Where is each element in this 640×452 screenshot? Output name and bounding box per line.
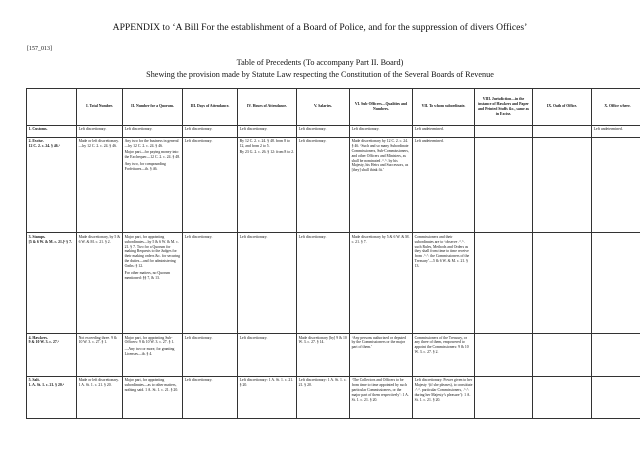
header-cell	[27, 89, 77, 126]
table-cell	[475, 233, 533, 334]
precedents-table	[26, 88, 640, 419]
cell-paragraph: Made discretionary by 5 & 6 W. & M. c. 21. § 7.	[351, 234, 410, 244]
header-cell: IV. Hours of Attendance.	[238, 89, 297, 126]
table-cell	[238, 125, 297, 137]
table-cell	[77, 334, 123, 377]
table-cell	[123, 376, 183, 418]
table-cell	[297, 233, 350, 334]
table-cell	[413, 125, 475, 137]
table-cell	[350, 137, 413, 233]
table-cell	[533, 125, 592, 137]
table-cell	[183, 125, 238, 137]
cell-paragraph: Left discretionary.	[239, 335, 268, 340]
cell-paragraph: 4. Hawkers. 9 & 10 W. 3. c. 27.³	[28, 335, 59, 345]
cell-paragraph: Left discretionary: 1 A. St. 1. c. 21. § 20.	[298, 378, 347, 388]
table-body	[27, 125, 640, 418]
table-cell	[183, 137, 238, 233]
page-title: APPENDIX to ‘A Bill For the establishment of a Board of Police, and for the suppression of divers Offices’	[112, 22, 528, 33]
cell-paragraph: By 12 C. 2. c. 24. § 48. from 8 to 12, and from 2 to 5.	[239, 138, 290, 148]
cell-paragraph: 1. Customs.	[28, 127, 48, 132]
table-cell	[350, 334, 413, 377]
table-cell	[350, 125, 413, 137]
header-cell: VIII. Jurisdiction—in the instance of Hawkers and Paper and Printed Stuffs &c., same as in Excise.	[475, 89, 533, 126]
cell-paragraph: Left discretionary.	[184, 335, 213, 340]
table-cell	[475, 334, 533, 377]
cell-paragraph: Made or left discretionary. 1 A. St. 1. c. 21. § 20.	[78, 378, 119, 388]
table-cell	[123, 137, 183, 233]
table-cell	[533, 376, 592, 418]
cell-paragraph: Commissioners and their subordinates are to ‘observe .^.^. such Rules, Methods and Orders as they shall from time to time receive from .^.^. the Commissioners of the Treasury’—5 & 6 W. & M. c. 21. § 13.	[414, 234, 470, 269]
cell-paragraph: 5. Salt. 1. A. St. 1. c. 21. § 20.⁴	[28, 378, 64, 388]
cell-paragraph: Made discretionary [by] 9 & 10 W. 3. c. 27. § 14.	[298, 335, 347, 345]
table-title: Table of Precedents (To accompany Part II. Board)	[236, 58, 404, 67]
cell-paragraph: Left discretionary.	[298, 138, 327, 143]
cell-paragraph: Not exceeding three. 9 & 10 W. 3. c. 27. § 1.	[78, 335, 117, 345]
table-cell	[413, 334, 475, 377]
cell-paragraph: Left discretionary.	[124, 127, 153, 132]
cell-paragraph: Major part, for appointing subordinates—by 5 & 6 W. & M. c. 21. § 7. Two for a Quorum for making Requests to the Judges for their making orders &c. for securing the duties—and for administering Oaths: § 12.	[124, 234, 181, 269]
table-cell	[592, 137, 640, 233]
cell-paragraph: Any two, for compounding Forfeitures—ib. § 46.	[124, 161, 166, 171]
row-heading-cell	[27, 376, 77, 418]
table-cell	[592, 334, 640, 377]
table-cell	[238, 233, 297, 334]
table-cell	[123, 125, 183, 137]
row-heading-cell	[27, 125, 77, 137]
cell-paragraph: Left discretionary. Power given to her Majesty ‘(if she pleases), to constitute .^.^. particular Commissioners, .^.^. during her Majesty’s pleasure’): 1 A. St. 1. c. 21. § 20.	[414, 378, 473, 402]
table-cell	[183, 376, 238, 418]
table-cell	[475, 125, 533, 137]
row-heading-cell	[27, 137, 77, 233]
cell-paragraph: Left discretionary.	[298, 127, 327, 132]
table-cell	[297, 334, 350, 377]
table-cell	[533, 334, 592, 377]
header-cell: VII. To whom subordinate.	[413, 89, 475, 126]
table-cell	[592, 376, 640, 418]
table-cell	[592, 125, 640, 137]
table-cell	[297, 376, 350, 418]
table-subtitle: Shewing the provision made by Statute Law respecting the Constitution of the Several Boards of Revenue	[146, 70, 494, 79]
table-cell	[592, 233, 640, 334]
cell-paragraph: Left undetermined.	[414, 138, 444, 143]
row-heading-cell	[27, 233, 77, 334]
cell-paragraph: Made discretionary by 12 C. 2. c. 24. § 46. ‘Such and so many Subordinate Commissioners, Sub-Commissioners, and other Officers and Ministers, as shall be nominated .^.^. by his Majesty, his Heirs and Successors, as [they] shall think fit.’	[351, 138, 409, 173]
table-cell	[475, 137, 533, 233]
header-cell: II. Number for a Quorum.	[123, 89, 183, 126]
table-cell	[183, 233, 238, 334]
table-cell	[413, 376, 475, 418]
table-cell	[297, 125, 350, 137]
table-cell	[238, 137, 297, 233]
table-cell	[413, 233, 475, 334]
cell-paragraph: Left discretionary.	[298, 234, 327, 239]
table-cell	[183, 334, 238, 377]
header-cell: VI. Sub-Officers—Qualities and Numbers.	[350, 89, 413, 126]
cell-paragraph: 3. Stamps. [5 & 6 W. & M. c. 21.]² § 7.	[28, 234, 72, 244]
cell-paragraph: Left discretionary.	[239, 234, 268, 239]
cell-paragraph: Major part, for appointing Sub-Officers: 9 & 10 W. 3. c. 27. § 1.	[124, 335, 175, 345]
table-row	[27, 137, 640, 233]
table-row	[27, 334, 640, 377]
table-cell	[123, 334, 183, 377]
cell-paragraph: Left undetermined.	[414, 127, 444, 132]
table-cell	[77, 137, 123, 233]
cell-paragraph: Major part, for appointing subordinates—as to other matters, nothing said. 1 A. St. 1. c. 21. § 20.	[124, 378, 179, 393]
cell-paragraph: 2. Excise. 12 C. 2. c. 24. § 46.¹	[28, 138, 60, 148]
cell-paragraph: ‘Any persons authorized or deputed by the Commissioners or the major part of them.’	[351, 335, 406, 350]
header-cell: IX. Oath of Office.	[533, 89, 592, 126]
table-cell	[413, 137, 475, 233]
cell-paragraph: Left discretionary.	[351, 127, 380, 132]
table-cell	[123, 233, 183, 334]
table-cell	[77, 125, 123, 137]
cell-paragraph: Major part—for paying money into the Exchequer—12 C. 2. c. 24. § 48.	[124, 150, 181, 160]
table-cell	[77, 233, 123, 334]
cell-paragraph: Left discretionary: 1 A. St. 1. c. 21. § 20.	[239, 378, 294, 388]
cell-paragraph: Left discretionary.	[239, 127, 268, 132]
header-cell: III. Days of Attendance.	[183, 89, 238, 126]
cell-paragraph: Left discretionary.	[184, 378, 213, 383]
table-row	[27, 376, 640, 418]
cell-paragraph: By 23 G. 2. c. 26. § 12: from 8 to 2.	[239, 150, 295, 155]
table-row	[27, 233, 640, 334]
cell-paragraph: Left discretionary.	[78, 127, 107, 132]
header-cell: I. Total Number.	[77, 89, 123, 126]
header-cell: X. Office where.	[592, 89, 640, 126]
table-cell	[475, 376, 533, 418]
row-heading-cell	[27, 334, 77, 377]
header-row	[27, 89, 640, 126]
cell-paragraph: —Any two or more, for granting Licenses—ib. § 4.	[124, 346, 175, 356]
table-row	[27, 125, 640, 137]
cell-paragraph: Made discretionary, by 5 & 6 W. & M. c. 21. § 2.	[78, 234, 121, 244]
table-cell	[297, 137, 350, 233]
table-cell	[350, 233, 413, 334]
table-cell	[77, 376, 123, 418]
table-cell	[533, 233, 592, 334]
document-reference: [157_013]	[27, 46, 52, 52]
cell-paragraph: Commissioners of the Treasury, or any three of them, empowered to appoint the Commissioners: 9 & 10 W. 3. c. 27. § 2.	[414, 335, 469, 355]
cell-paragraph: For other matters, no Quorum mentioned: §§ 7, & 13.	[124, 270, 171, 280]
table-cell	[238, 376, 297, 418]
cell-paragraph: Any two for the business in general—by 12 C. 2. c. 24. § 46.	[124, 138, 179, 148]
table-cell	[238, 334, 297, 377]
cell-paragraph: Left discretionary.	[184, 138, 213, 143]
table-cell	[533, 137, 592, 233]
cell-paragraph: Left discretionary.	[184, 234, 213, 239]
cell-paragraph: ‘The Collectors and Officers to be from time to time appointed by such particular Commissioners, or the major part of them respectively’: 1 A. St. 1. c. 21. § 20.	[351, 378, 409, 402]
cell-paragraph: Left discretionary.	[184, 127, 213, 132]
table-cell	[350, 376, 413, 418]
cell-paragraph: Made or left discretionary.—by 12 C. 2. c. 24. § 46.	[78, 138, 119, 148]
header-cell: V. Salaries.	[297, 89, 350, 126]
cell-paragraph: Left undetermined.	[593, 127, 623, 132]
